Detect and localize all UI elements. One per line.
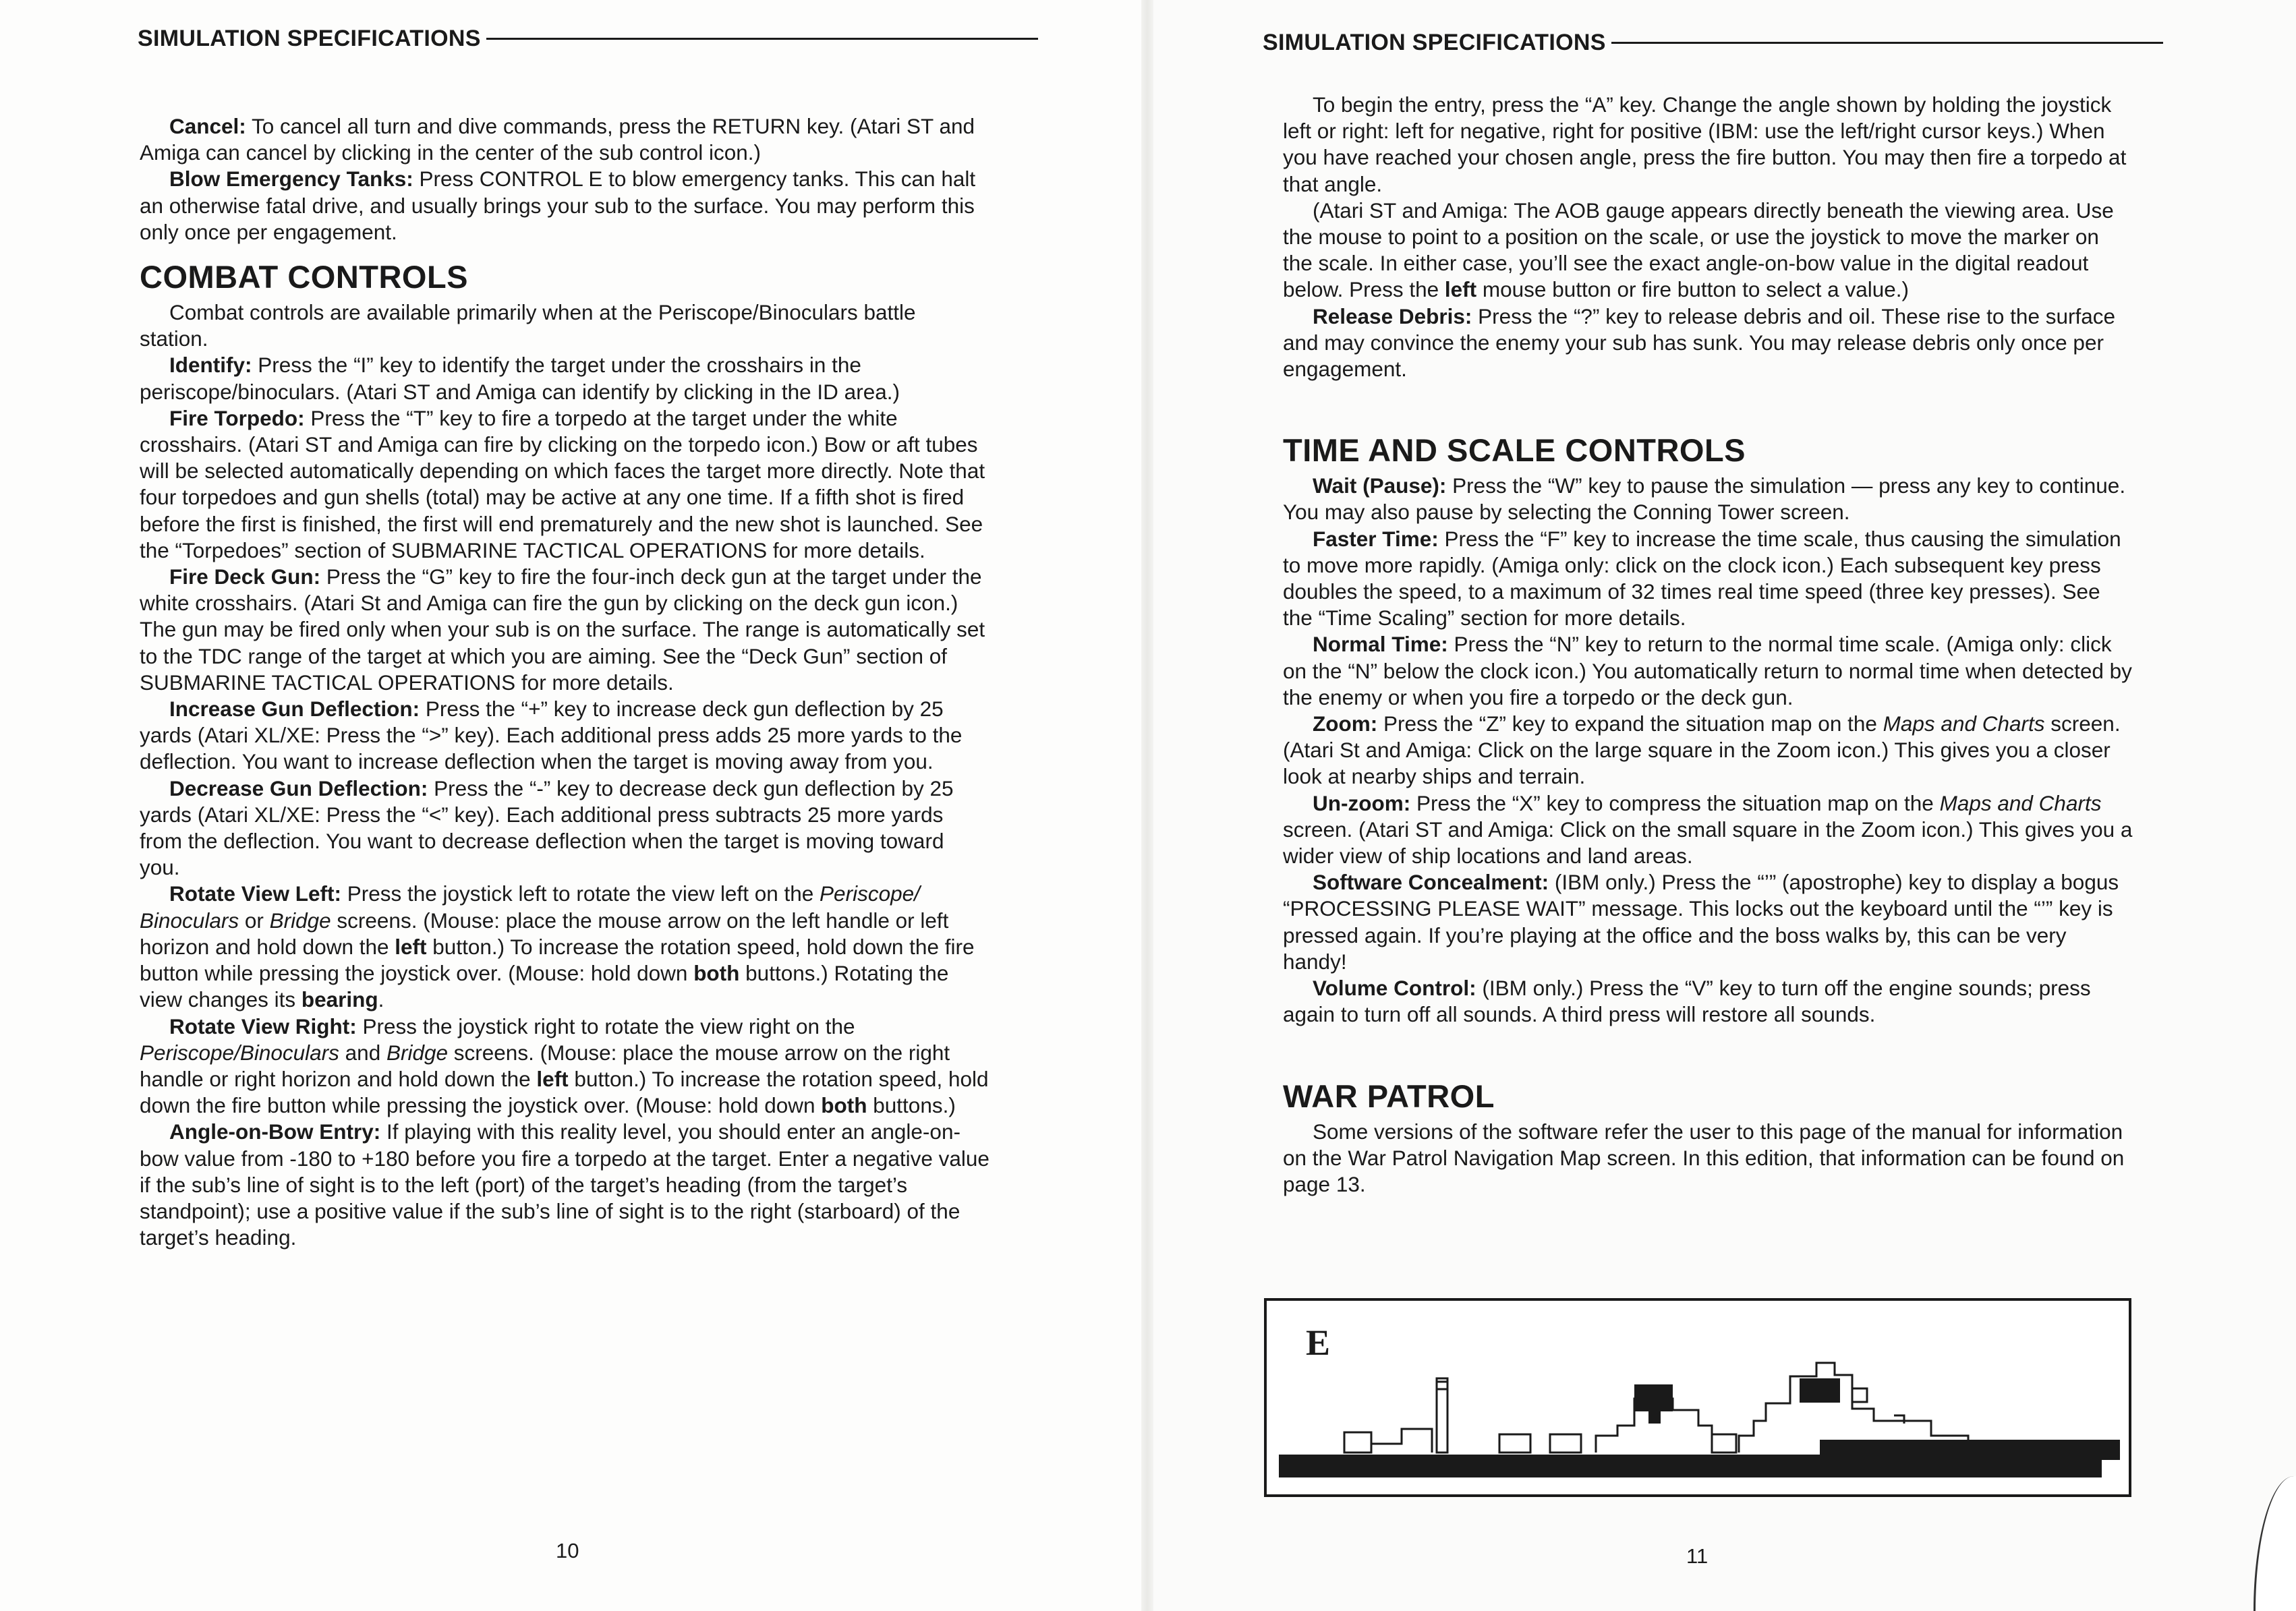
normal-time-term: Normal Time: [1313, 632, 1448, 657]
war-patrol-paragraph: Some versions of the software refer the user to this page of the manual for information on the War Patrol Navigation Map screen. In this edition, that information can be found on page 13. [1283, 1119, 2125, 1196]
aob-gauge-text-1: (Atari ST and Amiga: The AOB gauge appears directly beneath the viewing area. Use the mouse to point to a position on the scale, or use the joystick to move the marker on the scale. In either case, you’ll see the exact angle-on-bow value in the digital readout below. Press the [1283, 198, 2114, 302]
left-running-header [138, 26, 1038, 52]
wait-text: Press the “W” key to pause the simulation — press any key to continue. You may also pause by selecting the Conning Tower screen. [1283, 473, 2126, 525]
unzoom-text-2: screen. (Atari ST and Amiga: Click on the small square in the Zoom icon.) This gives you a wider view of ship locations and land areas. [1283, 817, 2133, 869]
page-gutter [1141, 0, 1153, 1611]
release-debris-text: Press the “?” key to release debris and oil. These rise to the surface and may convince the enemy your sub has sunk. You may release debris only once per engagement. [1283, 303, 2116, 382]
ship-bridge-block [1634, 1384, 1673, 1411]
aob-gauge-bold-left: left [1444, 277, 1477, 302]
rotate-right-text-4: button.) To increase the rotation speed, hold down the fire button while pressing the joystick over. (Mouse: hold down [140, 1066, 989, 1118]
ship-silhouette-icon [1267, 1301, 2129, 1494]
blow-tanks-paragraph [140, 166, 989, 245]
blow-tanks-term: Blow Emergency Tanks: [169, 167, 413, 192]
left-header-rule [486, 38, 1038, 40]
identify-paragraph [140, 352, 989, 405]
fire-torpedo-text: Press the “T” key to fire a torpedo at the target under the white crosshairs. (Atari ST and Amiga can fire by clicking on the torpedo icon.) Bow or aft tubes will be selected automatically depending on which faces the target more directly. Note that four torpedoes and gun shells (total) may be active at any one time. If a fifth shot is fired before the first is finished, the first will end prematurely and the new shot is launched. See the “Torpedoes” section of SUBMARINE TACTICAL OPERATIONS for more details. [140, 405, 985, 562]
concealment-paragraph [1283, 869, 2134, 975]
rotate-left-text-6: . [378, 987, 384, 1012]
angle-on-bow-paragraph [140, 1119, 989, 1251]
ship-id-letter: E [1306, 1322, 1331, 1363]
rotate-left-term: Rotate View Left: [169, 881, 341, 906]
zoom-term: Zoom: [1313, 711, 1378, 736]
unzoom-term: Un-zoom: [1313, 790, 1411, 815]
ship-silhouette-illustration [1264, 1298, 2131, 1497]
rotate-right-term: Rotate View Right: [169, 1014, 357, 1038]
combat-lead-paragraph: Combat controls are available primarily when at the Periscope/Binoculars battle station. [140, 300, 916, 351]
faster-time-text: Press the “F” key to increase the time scale, thus causing the simulation to move more rapidly. (Amiga only: click on the clock icon.) Each subsequent key press doubles the speed, to a maximum of 32 times real time speed (three key presses). See the “Time Scaling” section for more details. [1283, 526, 2121, 631]
rotate-right-text-3: screens. (Mouse: place the mouse arrow on the right handle or right horizon and hold down the [140, 1040, 950, 1091]
decrease-deflection-paragraph [140, 775, 989, 881]
zoom-paragraph [1283, 711, 2134, 790]
fire-deck-gun-term: Fire Deck Gun: [169, 564, 321, 589]
rotate-right-bold-left: left [536, 1066, 569, 1091]
rotate-right-text-2: and [339, 1040, 386, 1065]
cancel-text: To cancel all turn and dive commands, press the RETURN key. (Atari ST and Amiga can cancel by clicking in the center of the sub control icon.) [140, 114, 975, 165]
wait-paragraph [1283, 473, 2134, 525]
rotate-right-screen-2: Bridge [386, 1040, 449, 1065]
identify-text: Press the “I” key to identify the target under the crosshairs in the periscope/binoculars. (Atari ST and Amiga can identify by clicking in the ID area.) [140, 353, 900, 404]
increase-deflection-paragraph [140, 696, 989, 775]
identify-term: Identify: [169, 353, 252, 378]
faster-time-paragraph [1283, 526, 2134, 632]
normal-time-text: Press the “N” key to return to the normal time scale. (Amiga only: click on the “N” below the clock icon.) You automatically return to normal time when detected by the enemy or when you fire a torpedo or the deck gun. [1283, 632, 2132, 709]
concealment-term: Software Concealment: [1313, 870, 1549, 895]
rotate-left-text-3: screens. (Mouse: place the mouse arrow on the left handle or left horizon and hold down the [140, 908, 949, 959]
rotate-right-text-1: Press the joystick right to rotate the view right on the [356, 1014, 855, 1038]
rotate-left-screen-2: Bridge [269, 908, 331, 933]
right-header-rule [1611, 42, 2163, 44]
ship-funnel-block [1800, 1378, 1840, 1403]
volume-term: Volume Control: [1313, 976, 1476, 1001]
rotate-left-bold-left: left [395, 934, 427, 959]
fire-deck-gun-text: Press the “G” key to fire the four-inch deck gun at the target under the white crosshairs. (Atari St and Amiga can fire the gun by clicking on the deck gun icon.) The gun may be fired only when your sub is on the surface. The range is automatically set to the TDC range of the target at which you are aiming. See the “Deck Gun” section of SUBMARINE TACTICAL OPERATIONS for more details. [140, 564, 985, 695]
fire-torpedo-term: Fire Torpedo: [169, 405, 305, 430]
angle-on-bow-text: If playing with this reality level, you should enter an angle-on-bow value from -180 to +180 before you fire a torpedo at the target. Enter a negative value if the sub’s line of sight is to the left (port) of the target’s heading (from the target’s standpoint); use a positive value if the sub’s line of sight is to the right (starboard) of the target’s heading. [140, 1119, 989, 1250]
rotate-left-text-1: Press the joystick left to rotate the view left on the [341, 881, 820, 906]
right-page-number: 11 [1686, 1544, 1709, 1568]
volume-paragraph [1283, 975, 2134, 1028]
zoom-text-2: screen. (Atari St and Amiga: Click on the large square in the Zoom icon.) This gives you a closer look at nearby ships and terrain. [1283, 711, 2121, 789]
rotate-left-paragraph [140, 881, 989, 1013]
aob-gauge-paragraph [1283, 198, 2134, 303]
rotate-left-screen-1: Periscope/ Binoculars [140, 881, 920, 933]
wait-term: Wait (Pause): [1313, 473, 1447, 498]
release-debris-term: Release Debris: [1313, 303, 1472, 328]
normal-time-paragraph [1283, 631, 2134, 711]
right-text-column [1283, 92, 2134, 1198]
fire-torpedo-paragraph [140, 405, 989, 564]
rotate-left-text-4: button.) To increase the rotation speed, hold down the fire button while pressing the joystick over. (Mouse: hold down [140, 934, 975, 986]
rotate-left-text-2: or [239, 908, 270, 933]
time-scale-heading: TIME AND SCALE CONTROLS [1283, 432, 1746, 469]
angle-on-bow-term: Angle-on-Bow Entry: [169, 1119, 381, 1144]
rotate-right-screen-1: Periscope/Binoculars [140, 1040, 339, 1065]
war-patrol-heading: WAR PATROL [1283, 1078, 1495, 1114]
decrease-deflection-text: Press the “-” key to decrease deck gun deflection by 25 yards (Atari XL/XE: Press the “<” key). Each additional press subtracts 25 more yards from the deflection. You want to decrease deflection when the target is moving toward you. [140, 775, 954, 880]
right-header-text: SIMULATION SPECIFICATIONS [1263, 30, 1606, 55]
aob-gauge-text-2: mouse button or fire button to select a value.) [1476, 277, 1909, 302]
rotate-right-text-5: buttons.) [867, 1093, 956, 1118]
zoom-screen-name: Maps and Charts [1883, 711, 2045, 736]
rotate-left-text-5: buttons.) Rotating the view changes its [140, 961, 949, 1012]
concealment-text: (IBM only.) Press the “’” (apostrophe) key to display a bogus “PROCESSING PLEASE WAIT” message. This locks out the keyboard until the “’” key is pressed again. If you’re playing at the office and the boss walks by, this can be very handy! [1283, 870, 2119, 974]
left-text-column [140, 113, 989, 1251]
ship-hull-silhouette [1279, 1440, 2120, 1477]
ship-bridge-mast [1648, 1411, 1661, 1424]
right-running-header [1263, 30, 2163, 56]
left-page-number: 10 [556, 1539, 579, 1562]
unzoom-screen-name: Maps and Charts [1939, 790, 2102, 815]
fire-deck-gun-paragraph [140, 564, 989, 696]
decrease-deflection-term: Decrease Gun Deflection: [169, 775, 428, 800]
release-debris-paragraph [1283, 303, 2134, 383]
cancel-term: Cancel: [169, 114, 246, 138]
aob-entry-paragraph: To begin the entry, press the “A” key. Change the angle shown by holding the joystick left or right: left for negative, right for positive (IBM: use the left/right cursor keys.) When you have reached your chosen angle, press the fire button. You may then fire a torpedo at that angle. [1283, 92, 2127, 196]
rotate-left-bold-both: both [693, 961, 740, 986]
increase-deflection-term: Increase Gun Deflection: [169, 697, 420, 722]
unzoom-text-1: Press the “X” key to compress the situation map on the [1410, 790, 1940, 815]
zoom-text-1: Press the “Z” key to expand the situation map on the [1377, 711, 1883, 736]
rotate-right-paragraph [140, 1014, 989, 1119]
increase-deflection-text: Press the “+” key to increase deck gun deflection by 25 yards (Atari XL/XE: Press the “>” key). Each additional press adds 25 more yards to the deflection. You want to increase deflection when the target is moving away from you. [140, 697, 963, 774]
faster-time-term: Faster Time: [1313, 526, 1439, 551]
cancel-paragraph [140, 113, 989, 166]
volume-text: (IBM only.) Press the “V” key to turn off the engine sounds; press again to turn off all sounds. A third press will restore all sounds. [1283, 976, 2091, 1027]
blow-tanks-text: Press CONTROL E to blow emergency tanks. This can halt an otherwise fatal drive, and usually brings your sub to the surface. You may perform this only once per engagement. [140, 167, 976, 244]
rotate-left-bold-bearing: bearing [301, 987, 378, 1012]
left-header-text: SIMULATION SPECIFICATIONS [138, 26, 481, 51]
unzoom-paragraph [1283, 790, 2134, 870]
combat-controls-heading: COMBAT CONTROLS [140, 259, 469, 295]
rotate-right-bold-both: both [821, 1093, 867, 1118]
